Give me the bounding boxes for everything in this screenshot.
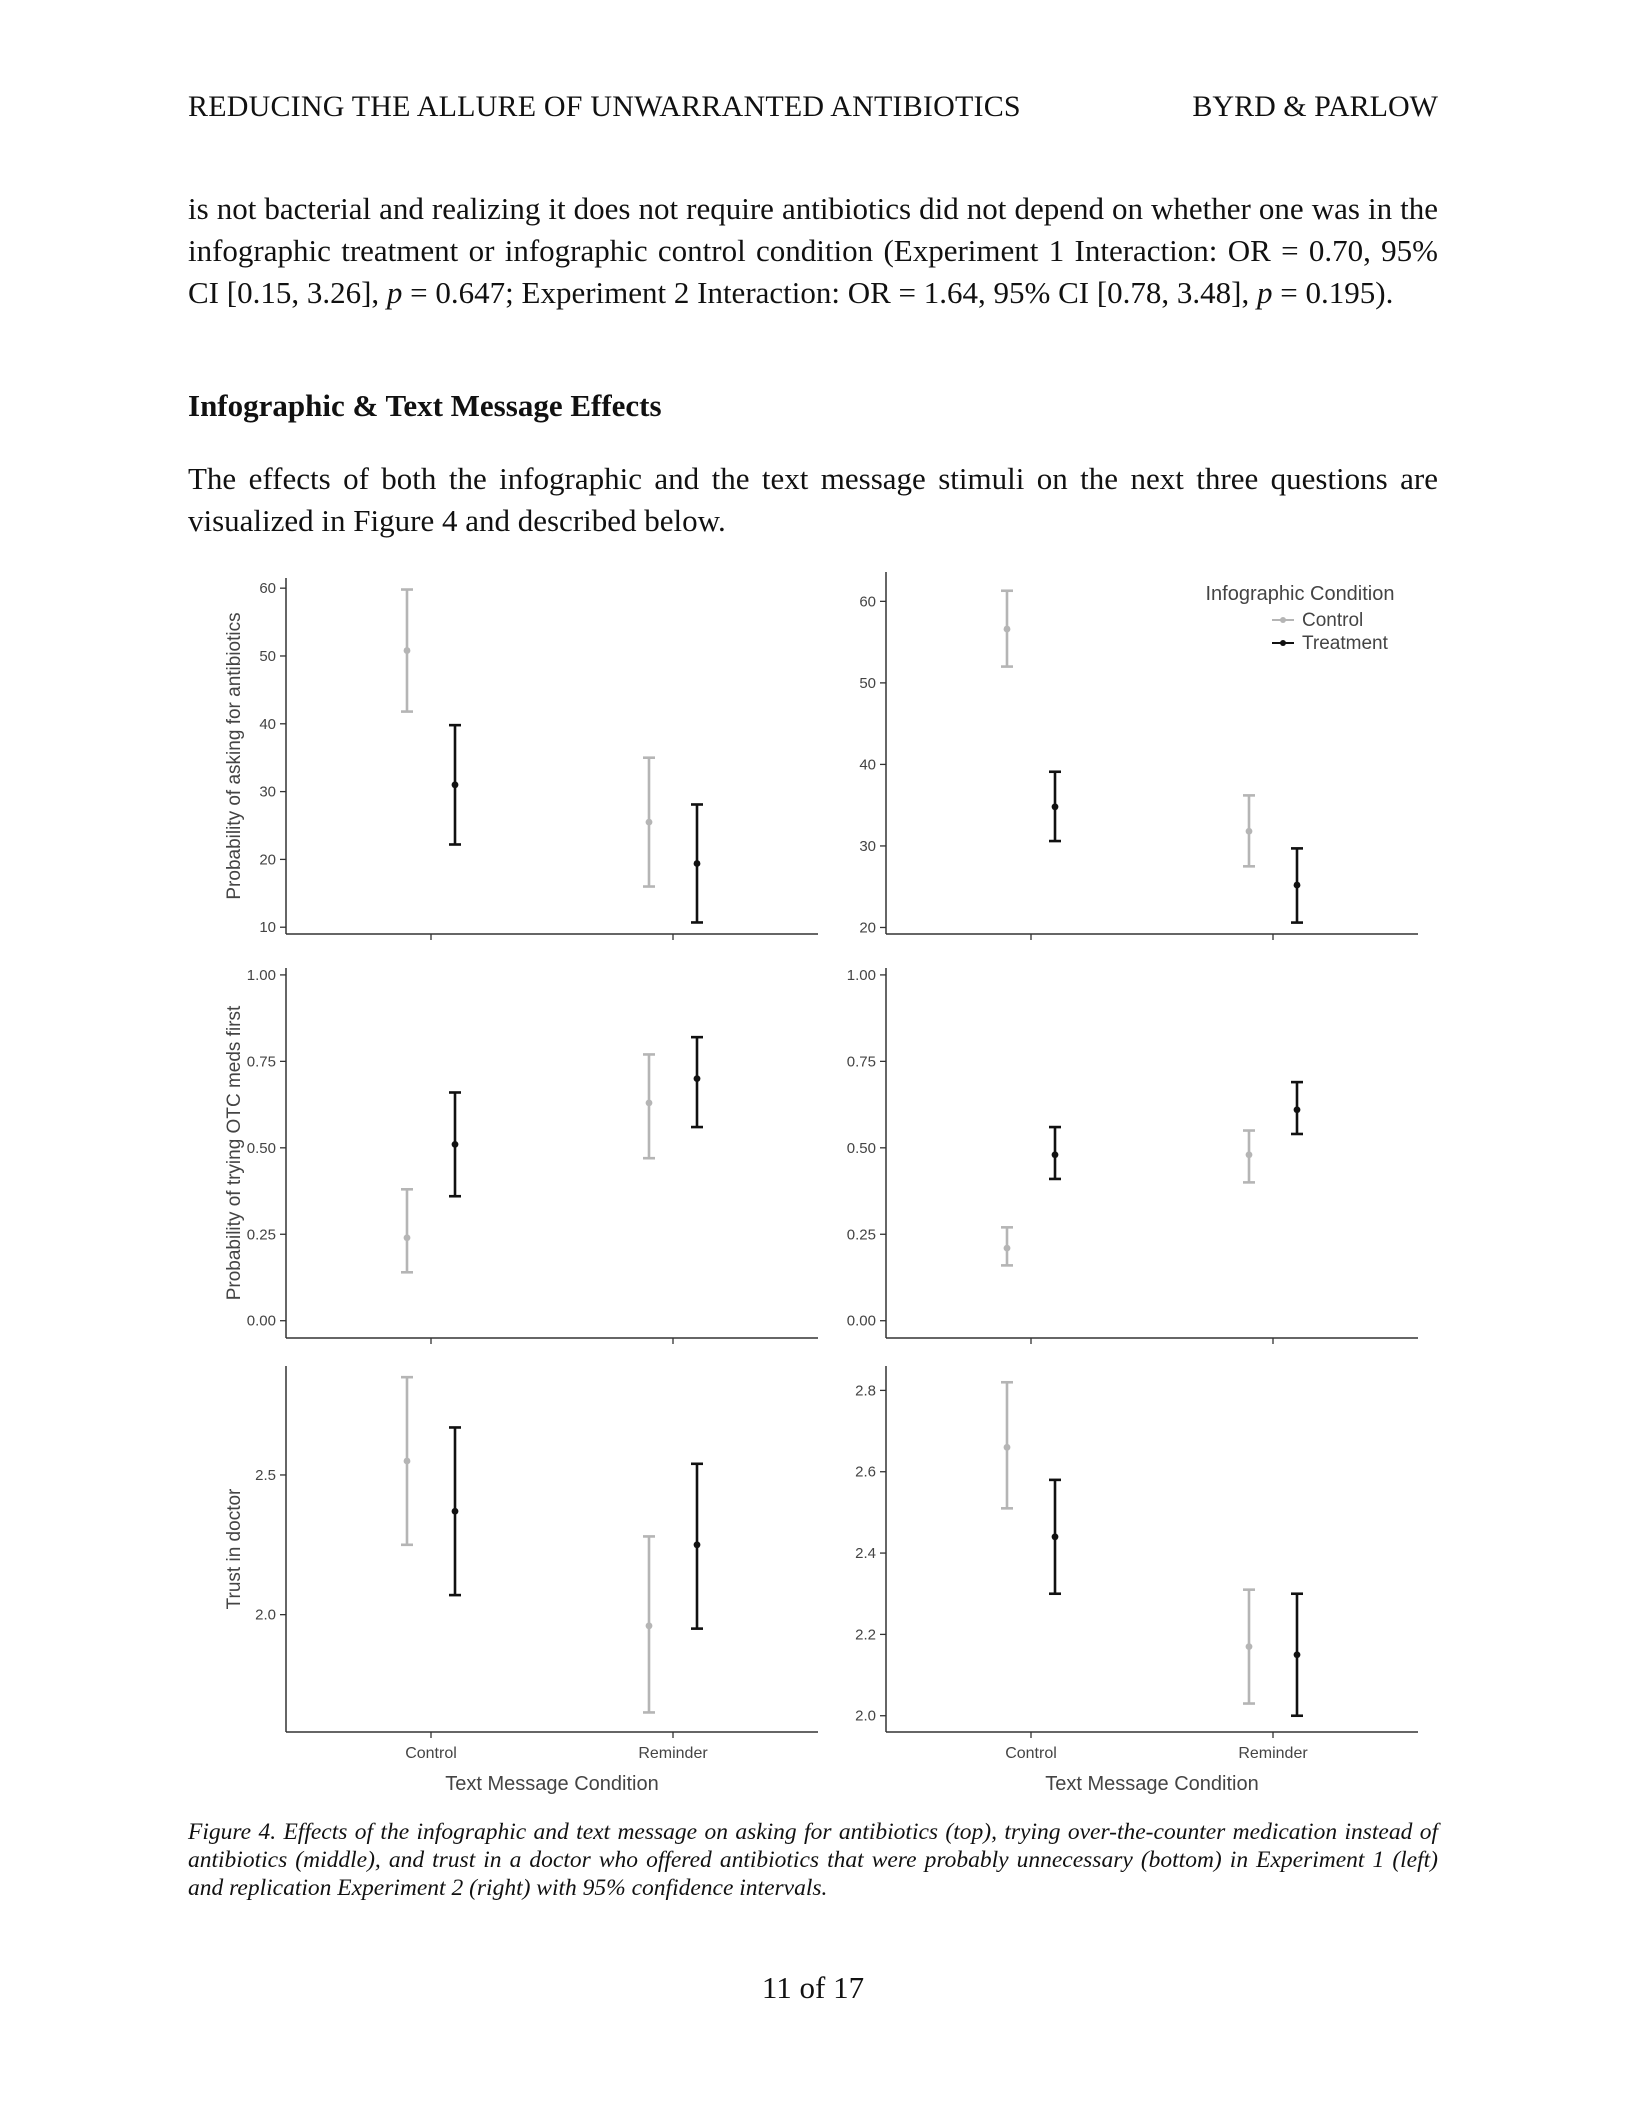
y-axis-title: Trust in doctor: [224, 1488, 245, 1610]
y-tick-label: 0.25: [846, 1226, 876, 1244]
point-treatment-reminder: [1294, 1106, 1301, 1113]
x-tick-label: Reminder: [1238, 1745, 1308, 1762]
body-paragraph-2: The effects of both the infographic and the text message stimuli on the next three questions are visualized in Figure 4 and described below.: [188, 461, 1438, 538]
point-treatment-control: [452, 1508, 459, 1515]
point-treatment-reminder: [694, 1075, 701, 1082]
y-tick-label: 30: [259, 783, 276, 801]
y-tick-label: 0.75: [246, 1053, 276, 1071]
y-tick-label: 50: [859, 674, 876, 692]
para1-text-c: = 0.195).: [1272, 275, 1394, 310]
y-tick-label: 2.0: [855, 1707, 876, 1725]
legend-entry-treatment: Treatment: [1302, 633, 1388, 654]
point-treatment-control: [1052, 803, 1059, 810]
running-header-authors: BYRD & PARLOW: [1192, 90, 1438, 123]
legend-key-point: [1280, 640, 1286, 646]
point-treatment-control: [1052, 1151, 1059, 1158]
point-treatment-reminder: [1294, 882, 1301, 889]
legend-key-point: [1280, 617, 1286, 623]
y-tick-label: 0.00: [846, 1312, 876, 1330]
figure-caption: Figure 4. Effects of the infographic and text message on asking for antibiotics (top), trying over-the-counter medication instead of antibiotics (middle), and trust in a doctor who offered antibiotics that were probably unnecessary (bottom) in Experiment 1 (left) and replication Experiment 2 (right) with 95% confidence intervals.: [188, 1819, 1438, 1901]
point-treatment-reminder: [1294, 1651, 1301, 1658]
y-tick-label: 0.75: [846, 1053, 876, 1071]
y-tick-label: 0.00: [246, 1312, 276, 1330]
x-tick-label: Control: [405, 1745, 457, 1762]
point-control-reminder: [1246, 1643, 1253, 1650]
y-tick-label: 2.5: [255, 1466, 276, 1484]
point-treatment-control: [452, 1141, 459, 1148]
point-treatment-reminder: [694, 1541, 701, 1548]
point-control-control: [404, 1234, 411, 1241]
y-tick-label: 0.50: [846, 1139, 876, 1157]
para1-text-b: = 0.647; Experiment 2 Interaction: OR = 1.64, 95% CI [0.78, 3.48],: [402, 275, 1258, 310]
y-tick-label: 40: [259, 715, 276, 733]
y-tick-label: 1.00: [846, 966, 876, 984]
y-tick-label: 0.50: [246, 1139, 276, 1157]
point-control-control: [404, 1458, 411, 1465]
y-tick-label: 60: [859, 593, 876, 611]
y-tick-label: 50: [259, 647, 276, 665]
y-tick-label: 2.2: [855, 1626, 876, 1644]
y-tick-label: 0.25: [246, 1226, 276, 1244]
point-treatment-control: [1052, 1533, 1059, 1540]
y-axis-title: Probability of trying OTC meds first: [224, 1005, 245, 1301]
point-control-control: [1004, 1245, 1011, 1252]
section-heading: Infographic & Text Message Effects: [188, 388, 662, 423]
y-tick-label: 20: [859, 919, 876, 937]
y-tick-label: 40: [859, 756, 876, 774]
y-tick-label: 2.4: [855, 1545, 876, 1563]
point-treatment-reminder: [694, 860, 701, 867]
p-symbol-2: p: [1257, 275, 1273, 310]
y-tick-label: 2.6: [855, 1463, 876, 1481]
point-treatment-control: [452, 781, 459, 788]
y-tick-label: 10: [259, 919, 276, 937]
legend-title: Infographic Condition: [1205, 583, 1395, 605]
y-tick-label: 2.0: [255, 1606, 276, 1624]
legend-entry-control: Control: [1302, 610, 1364, 631]
y-axis-title: Probability of asking for antibiotics: [224, 612, 245, 900]
point-control-control: [1004, 1444, 1011, 1451]
running-header-title: REDUCING THE ALLURE OF UNWARRANTED ANTIBIOTICS: [188, 90, 1021, 123]
x-axis-title: Text Message Condition: [445, 1773, 659, 1795]
point-control-control: [404, 647, 411, 654]
y-tick-label: 30: [859, 837, 876, 855]
point-control-reminder: [646, 819, 653, 826]
point-control-control: [1004, 626, 1011, 633]
x-tick-label: Reminder: [638, 1745, 708, 1762]
point-control-reminder: [1246, 1151, 1253, 1158]
page-number: 11 of 17: [761, 1970, 865, 2005]
y-tick-label: 20: [259, 851, 276, 869]
y-tick-label: 2.8: [855, 1382, 876, 1400]
point-control-reminder: [646, 1099, 653, 1106]
y-tick-label: 1.00: [246, 966, 276, 984]
p-symbol-1: p: [386, 275, 403, 310]
point-control-reminder: [646, 1622, 653, 1629]
y-tick-label: 60: [259, 580, 276, 598]
point-control-reminder: [1246, 828, 1253, 835]
x-axis-title: Text Message Condition: [1045, 1773, 1259, 1795]
x-tick-label: Control: [1005, 1745, 1057, 1762]
para1-text-a: is not bacterial and realizing it does not require antibiotics did not depend on whether one was in the infographic treatment or infographic control condition (Experiment 1 Interaction: OR = 0.70, 95% CI [0.15, 3.26],: [188, 191, 1438, 310]
